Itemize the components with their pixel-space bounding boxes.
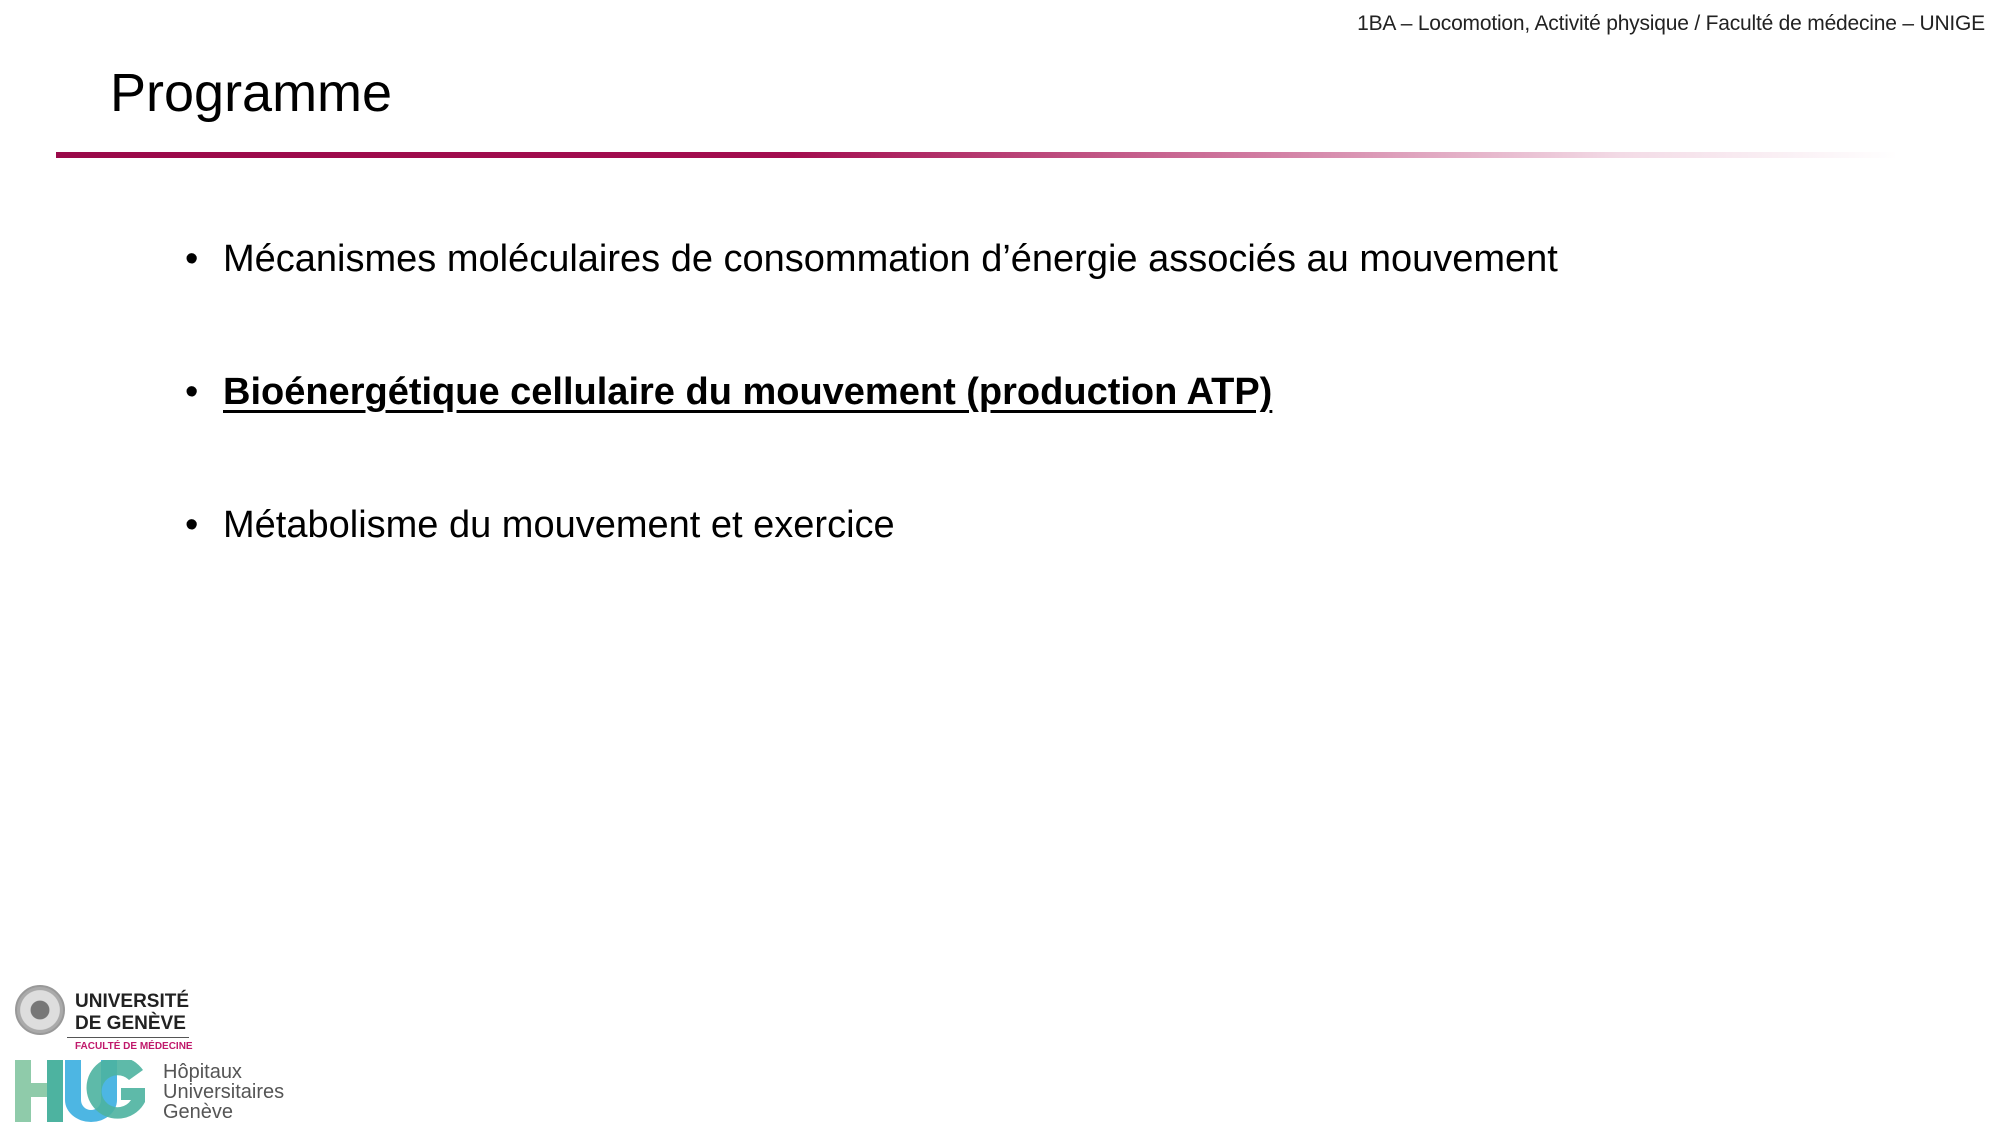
hug-name (163, 1062, 284, 1122)
title-divider (56, 152, 1898, 158)
bullet-item-active (185, 365, 1558, 498)
unige-logo (15, 985, 195, 1055)
unige-seal-icon (15, 985, 65, 1035)
bullet-item (185, 232, 1558, 365)
bullet-text: Bioénergétique cellulaire du mouvement (production ATP) (223, 371, 1273, 413)
bullet-icon: • (185, 504, 199, 546)
hug-name-line2: Universitaires (163, 1081, 285, 1103)
hug-name-line3: Genève (163, 1101, 234, 1123)
hug-logo-icon (15, 1060, 145, 1122)
bullet-list (185, 232, 1558, 631)
bullet-icon: • (185, 238, 199, 280)
hug-name-line1: Hôpitaux (163, 1061, 242, 1083)
bullet-item (185, 498, 1558, 631)
unige-divider (67, 1037, 189, 1038)
bullet-icon: • (185, 371, 199, 413)
unige-name-line2: DE GENÈVE (75, 1013, 186, 1034)
unige-faculty: FACULTÉ DE MÉDECINE (75, 1041, 193, 1052)
unige-name-line1: UNIVERSITÉ (75, 991, 190, 1012)
bullet-text: Mécanismes moléculaires de consommation d’énergie associés au mouvement (223, 238, 1558, 280)
slide-title: Programme (110, 63, 393, 123)
bullet-text: Métabolisme du mouvement et exercice (223, 504, 895, 546)
course-header-note: 1BA – Locomotion, Activité physique / Faculté de médecine – UNIGE (1357, 12, 1985, 35)
